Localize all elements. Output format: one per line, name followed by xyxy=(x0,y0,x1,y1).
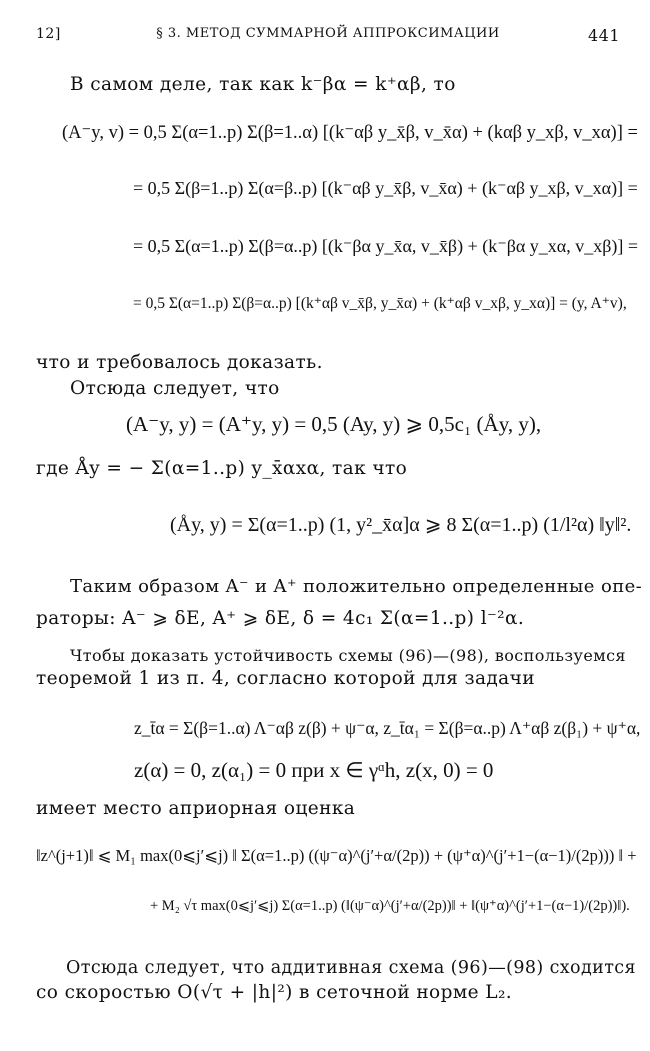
page-ref: 12] xyxy=(36,26,61,42)
estimate-line: имеет место априорная оценка xyxy=(36,798,356,819)
where-line: где Åy = − Σ(α=1..p) y_x̄αxα, так что xyxy=(36,458,408,479)
equation-1-line-4: = 0,5 Σ(α=1..p) Σ(β=α..p) [(k⁺αβ v_x̄β, y_x̄α) + (k⁺αβ v_xβ, y_xα)] = (y, A⁺v), xyxy=(133,295,627,312)
equation-4-line-2: z(α) = 0, z(α₁) = 0 при x ∈ γᵅh, z(x, 0) = 0 xyxy=(134,758,494,782)
qed-line: что и требовалось доказать. xyxy=(36,352,323,373)
equation-5-line-2: + M₂ √τ max(0⩽j′⩽j) Σ(α=1..p) (‖(ψ⁻α)^(j′+α/(2p))‖ + ‖(ψ⁺α)^(j′+1−(α−1)/(2p))‖). xyxy=(150,898,630,914)
paragraph-1-line-1: Таким образом A⁻ и A⁺ положительно определенные опе- xyxy=(70,576,643,597)
running-header xyxy=(36,26,620,48)
equation-1-line-3: = 0,5 Σ(α=1..p) Σ(β=α..p) [(k⁻βα y_x̄α, v_x̄β) + (k⁻βα y_xα, v_xβ)] = xyxy=(133,236,639,256)
equation-3: (Åy, y) = Σ(α=1..p) (1, y²_x̄α]α ⩾ 8 Σ(α=1..p) (1/l²α) ‖y‖². xyxy=(170,514,632,536)
equation-2: (A⁻y, y) = (A⁺y, y) = 0,5 (Ay, y) ⩾ 0,5c₁ (Åy, y), xyxy=(126,412,542,436)
equation-1-line-2: = 0,5 Σ(β=1..p) Σ(α=β..p) [(k⁻αβ y_x̄β, v_x̄α) + (k⁻αβ y_xβ, v_xα)] = xyxy=(133,178,638,198)
paragraph-3-line-2: со скоростью O(√τ + |h|²) в сеточной норме L₂. xyxy=(36,982,513,1003)
paragraph-2-line-2: теоремой 1 из п. 4, согласно которой для задачи xyxy=(36,668,535,689)
equation-1-line-1: (A⁻y, v) = 0,5 Σ(α=1..p) Σ(β=1..α) [(k⁻αβ y_x̄β, v_x̄α) + (kαβ y_xβ, v_xα)] = xyxy=(62,123,638,143)
intro-line: В самом деле, так как k⁻βα = k⁺αβ, то xyxy=(70,74,456,95)
paragraph-1-line-2: раторы: A⁻ ⩾ δE, A⁺ ⩾ δE, δ = 4c₁ Σ(α=1..p) l⁻²α. xyxy=(36,608,525,629)
paragraph-3-line-1: Отсюда следует, что аддитивная схема (96)—(98) сходится xyxy=(66,958,636,978)
paragraph-2-line-1: Чтобы доказать устойчивость схемы (96)—(98), воспользуемся xyxy=(70,646,626,665)
page-number: 441 xyxy=(587,26,620,45)
section-title: § 3. МЕТОД СУММАРНОЙ АППРОКСИМАЦИИ xyxy=(156,26,500,41)
hence-line: Отсюда следует, что xyxy=(70,378,280,399)
equation-5-line-1: ‖z^(j+1)‖ ⩽ M₁ max(0⩽j′⩽j) ‖ Σ(α=1..p) ((ψ⁻α)^(j′+α/(2p)) + (ψ⁺α)^(j′+1−(α−1)/(2p))) ‖ + xyxy=(36,846,637,865)
equation-4-line-1: z_t̄α = Σ(β=1..α) Λ⁻αβ z(β) + ψ⁻α, z_t̄α₁ = Σ(β=α..p) Λ⁺αβ z(β₁) + ψ⁺α, xyxy=(134,718,641,738)
